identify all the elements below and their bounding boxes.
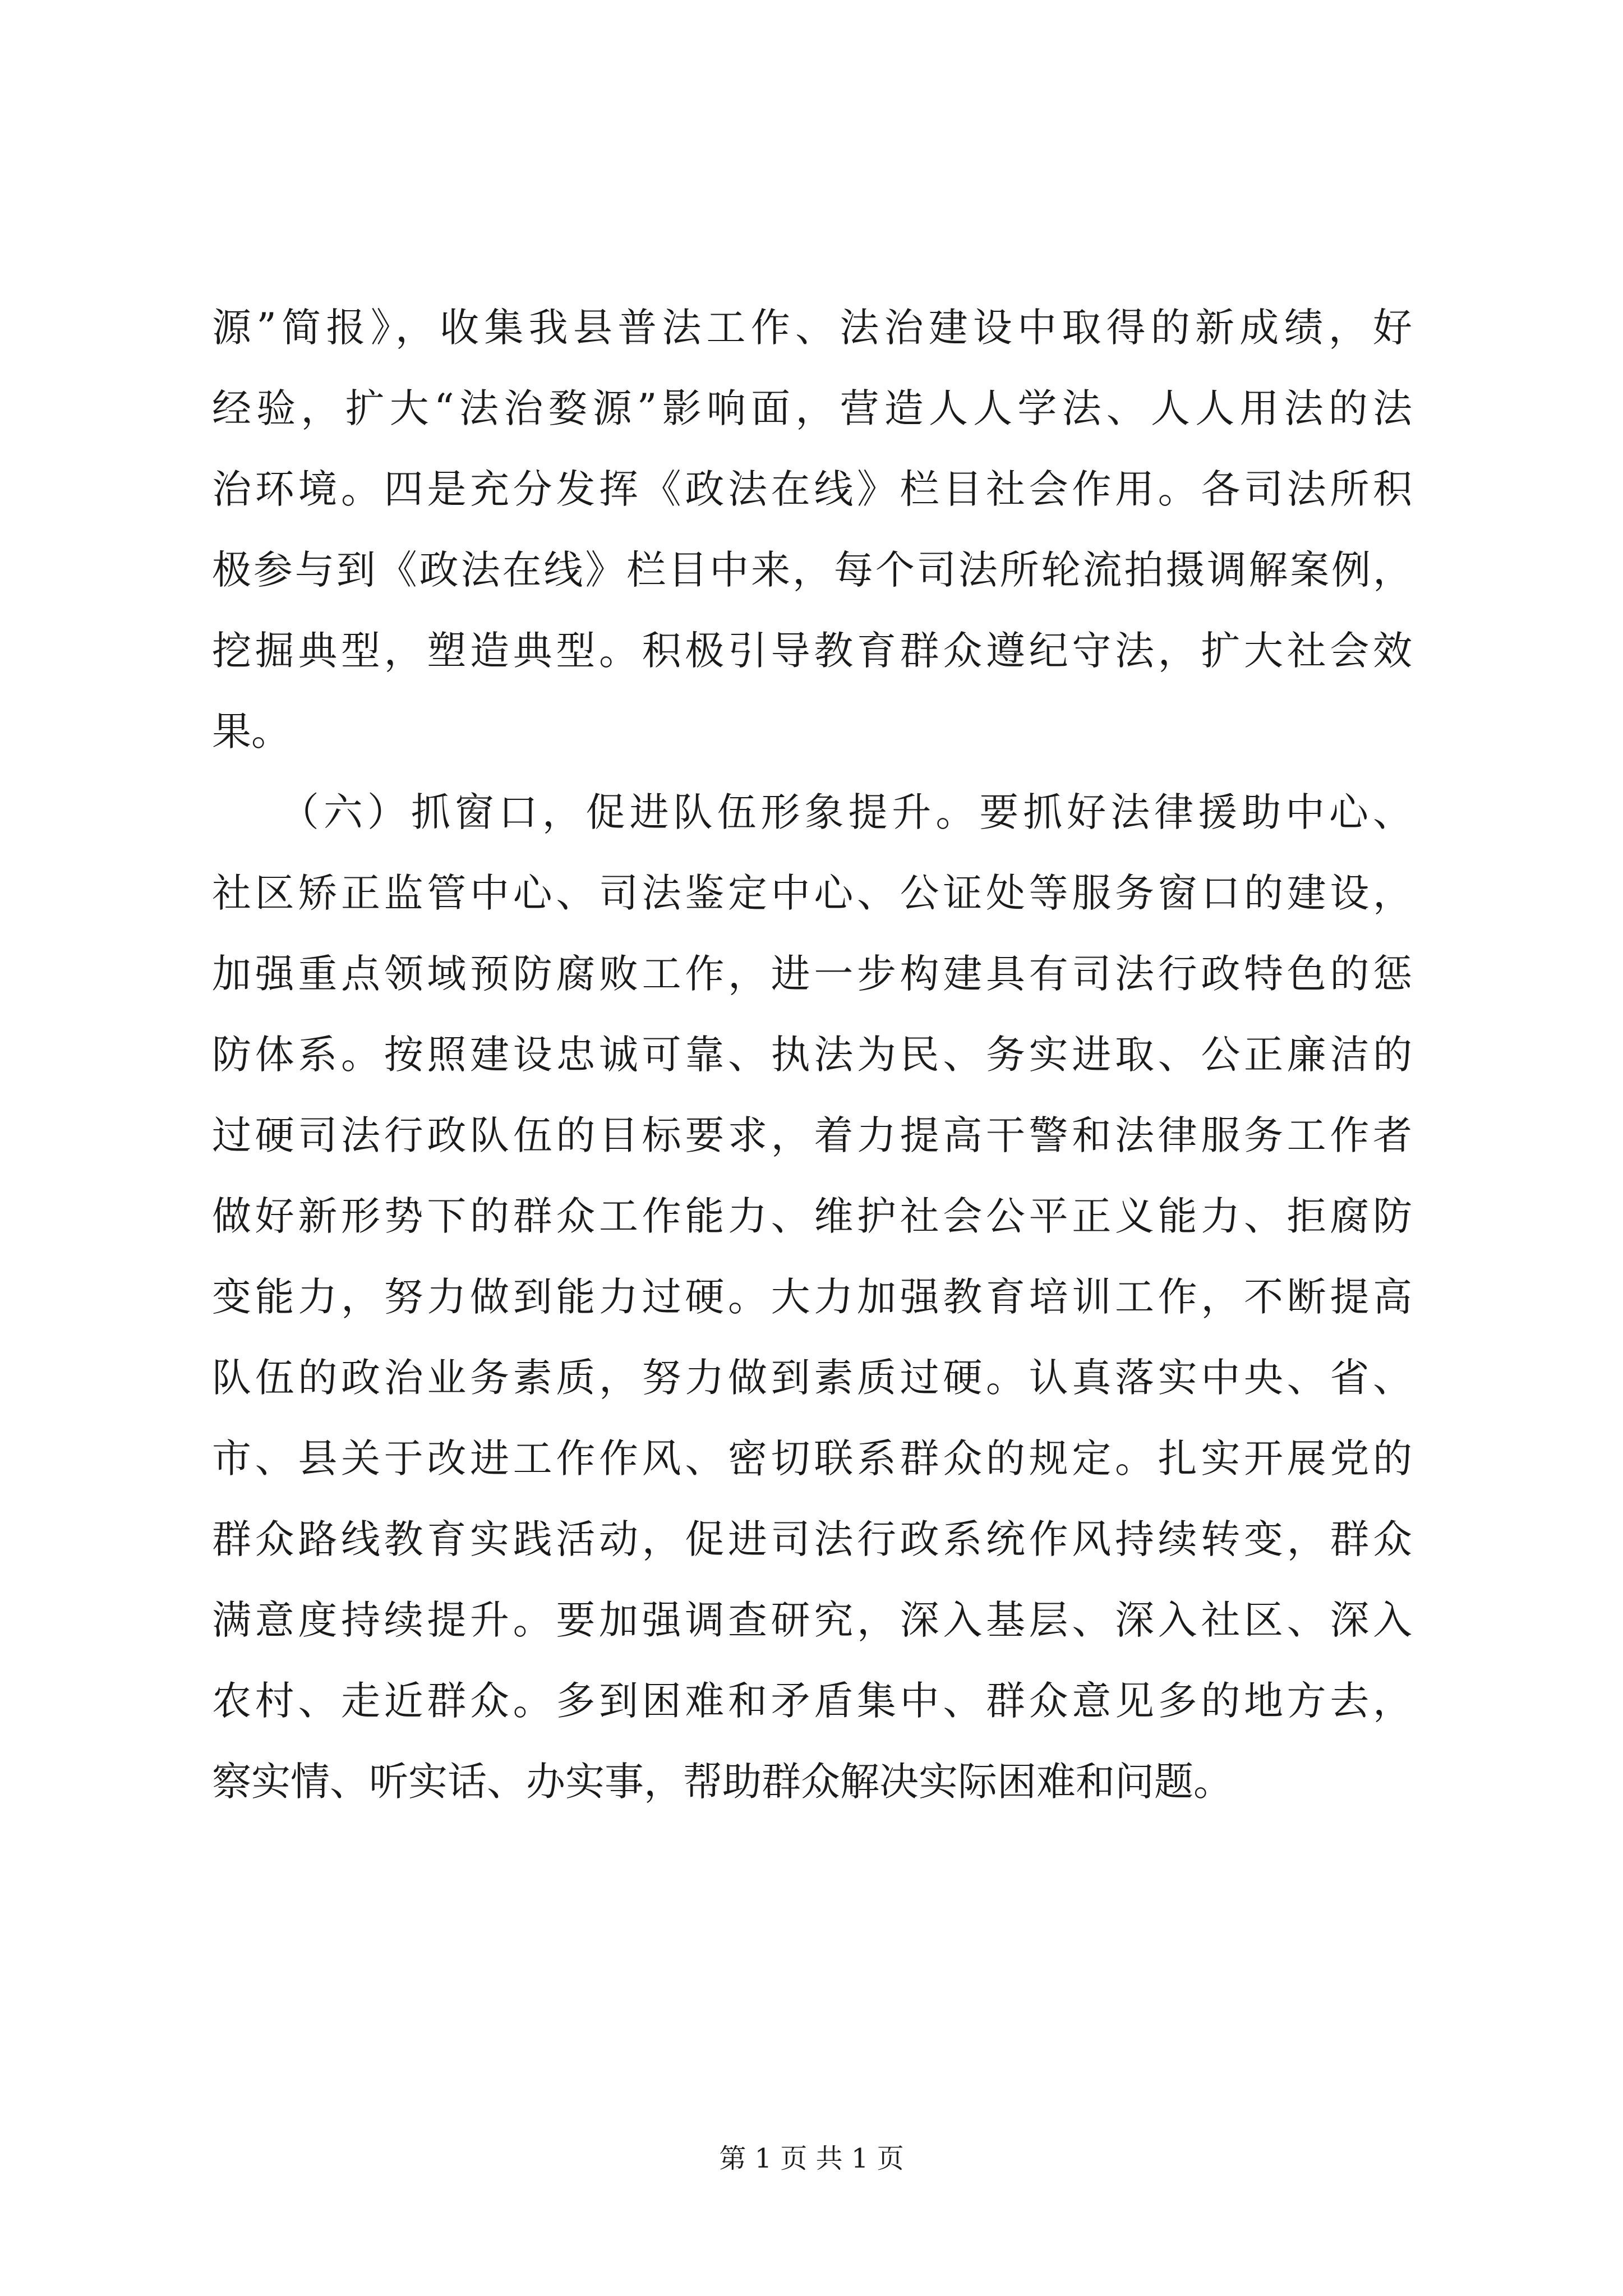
text-line: 群众路线教育实践活动，促进司法行政系统作风持续转变，群众 bbox=[212, 1516, 1412, 1562]
text-line: 变能力，努力做到能力过硬。大力加强教育培训工作，不断提高 bbox=[212, 1274, 1412, 1320]
text-line: 察实情、听实话、办实事，帮助群众解决实际困难和问题。 bbox=[212, 1759, 1233, 1805]
text-line: 做好新形势下的群众工作能力、维护社会公平正义能力、拒腐防 bbox=[212, 1193, 1412, 1239]
text-line: 加强重点领域预防腐败工作，进一步构建具有司法行政特色的惩 bbox=[212, 951, 1412, 997]
text-line: 源”简报》，收集我县普法工作、法治建设中取得的新成绩，好 bbox=[212, 305, 1412, 351]
text-line: 经验，扩大“法治婺源”影响面，营造人人学法、人人用法的法 bbox=[212, 385, 1412, 431]
text-line: 队伍的政治业务素质，努力做到素质过硬。认真落实中央、省、 bbox=[212, 1355, 1412, 1401]
text-line: 市、县关于改进工作作风、密切联系群众的规定。扎实开展党的 bbox=[212, 1435, 1412, 1481]
text-line: 过硬司法行政队伍的目标要求，着力提高干警和法律服务工作者 bbox=[212, 1112, 1412, 1158]
text-line: 治环境。四是充分发挥《政法在线》栏目社会作用。各司法所积 bbox=[212, 466, 1412, 512]
text-line: 极参与到《政法在线》栏目中来，每个司法所轮流拍摄调解案例， bbox=[212, 547, 1412, 593]
text-line: 防体系。按照建设忠诚可靠、执法为民、务实进取、公正廉洁的 bbox=[212, 1032, 1412, 1078]
text-line: 果。 bbox=[212, 708, 291, 754]
page-footer: 第 1 页 共 1 页 bbox=[719, 2143, 904, 2174]
text-line: 社区矫正监管中心、司法鉴定中心、公证处等服务窗口的建设， bbox=[212, 870, 1412, 916]
text-line: 挖掘典型，塑造典型。积极引导教育群众遵纪守法，扩大社会效 bbox=[212, 628, 1412, 674]
text-line: 农村、走近群众。多到困难和矛盾集中、群众意见多的地方去， bbox=[212, 1678, 1412, 1724]
body-text bbox=[212, 287, 1412, 1822]
text-line: 满意度持续提升。要加强调查研究，深入基层、深入社区、深入 bbox=[212, 1597, 1412, 1643]
text-line: （六）抓窗口，促进队伍形象提升。要抓好法律援助中心、 bbox=[212, 789, 1412, 835]
